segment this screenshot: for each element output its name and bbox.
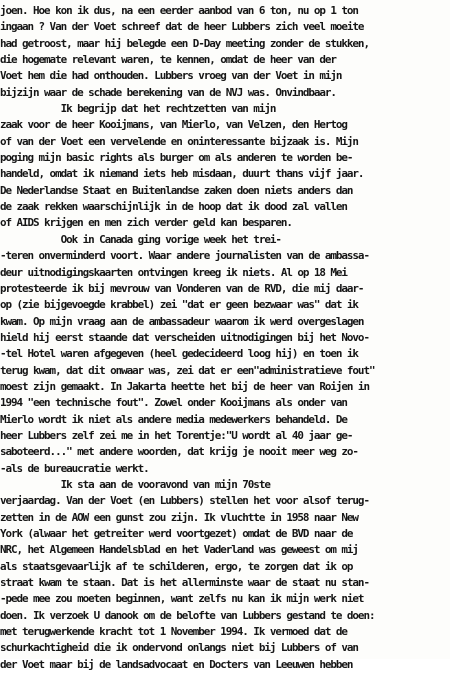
paragraph-start-line: Ik begrijp dat het rechtzetten van mijn (0, 102, 276, 116)
text-line: zaak voor de heer Kooijmans, van Mierlo, van Velzen, den Hertog (0, 118, 347, 132)
text-line: terug kwam, dat dit onwaar was, zei dat er een"administratieve fout" (0, 363, 375, 377)
text-line: doen. Ik verzoek U danook om de belofte van Lubbers gestand te doen: (0, 608, 375, 622)
text-line: of AIDS krijgen en men zich verder geld kan besparen. (0, 216, 292, 230)
text-line: heer Lubbers zelf zei me in het Torentje:"U wordt al 40 jaar ge- (0, 428, 353, 442)
text-line: die hogemate relevant waren, te kennen, omdat de heer van der (0, 53, 336, 67)
text-line: poging mijn basic rights als burger om als anderen te worden be- (0, 151, 353, 165)
text-line: met terugwerkende kracht tot 1 November 1994. Ik vermoed dat de (0, 625, 347, 639)
text-line: hield hij eerst staande dat verscheiden uitnodigingen bij het Novo- (0, 330, 369, 344)
text-line: deur uitnodigingskaarten ontvingen kreeg ik niets. Al op 18 Mei (0, 265, 347, 279)
text-line: moest zijn gemaakt. In Jakarta heette het bij de heer van Roijen in (0, 379, 369, 393)
text-line: 1994 "een technische fout". Zowel onder Kooijmans als onder van (0, 396, 347, 410)
text-line: kwam. Op mijn vraag aan de ambassadeur waarom ik werd overgeslagen (0, 314, 364, 328)
text-line: ingaan ? Van der Voet schreef dat de heer Lubbers zich veel moeite (0, 20, 364, 34)
text-line: NRC, het Algemeen Handelsblad en het Vaderland was geweest om mij (0, 543, 358, 557)
text-line: -teren onverminderd voort. Waar andere journalisten van de ambassa- (0, 249, 369, 263)
text-line: protesteerde ik bij mevrouw van Vonderen van de RVD, die mij daar- (0, 281, 364, 295)
text-line: -pede mee zou moeten beginnen, want zelfs nu kan ik mijn werk niet (0, 592, 364, 606)
text-line: -tel Hotel waren afgegeven (heel gedecideerd loog hij) en toen ik (0, 347, 358, 361)
text-line: de zaak rekken waarschijnlijk in de hoop dat ik dood zal vallen (0, 200, 347, 214)
text-line: Voet hem die had onthouden. Lubbers vroeg van der Voet in mijn (0, 69, 342, 83)
text-line: saboteerd..." met andere woorden, dat krijg je nooit meer weg zo- (0, 445, 358, 459)
text-line: der Voet maar bij de landsadvocaat en Docters van Leeuwen hebben (0, 657, 353, 671)
paragraph-start-line: Ook in Canada ging vorige week het trei- (0, 232, 281, 246)
text-line: zetten in de AOW een gunst zou zijn. Ik vluchtte in 1958 naar New (0, 510, 358, 524)
text-line: als staatsgevaarlijk af te schilderen, ergo, te zorgen dat ik op (0, 559, 353, 573)
text-line: joen. Hoe kon ik dus, na een eerder aanbod van 6 ton, nu op 1 ton (0, 4, 358, 17)
text-line: York (alwaar het getreiter werd voortgezet) omdat de BVD naar de (0, 527, 353, 540)
text-line: had getroost, maar hij belegde een D-Day meeting zonder de stukken, (0, 36, 369, 50)
text-line: verjaardag. Van der Voet (en Lubbers) stellen het voor alsof terug- (0, 494, 369, 508)
text-line: Mierlo wordt ik niet als andere media medewerkers behandeld. De (0, 412, 347, 426)
text-line: of van der Voet een vervelende en oninteressante bijzaak is. Mijn (0, 134, 358, 148)
text-line: -als de bureaucratie werkt. (0, 461, 149, 475)
letter-body (0, 3, 450, 673)
text-line: handeld, omdat ik niemand iets heb misdaan, duurt thans vijf jaar. (0, 167, 364, 181)
text-line: bijzijn waar de schade berekening van de NVJ was. Onvindbaar. (0, 85, 336, 99)
text-line: straat kwam te staan. Dat is het allerminste waar de staat nu stan- (0, 576, 369, 590)
text-line: De Nederlandse Staat en Buitenlandse zaken doen niets anders dan (0, 183, 353, 197)
text-line: schurkachtigheid die ik ondervond onlangs niet bij Lubbers of van (0, 641, 358, 655)
paragraph-start-line: Ik sta aan de vooravond van mijn 70ste (0, 477, 270, 491)
text-line: op (zie bijgevoegde krabbel) zei "dat er geen bezwaar was" dat ik (0, 298, 358, 312)
